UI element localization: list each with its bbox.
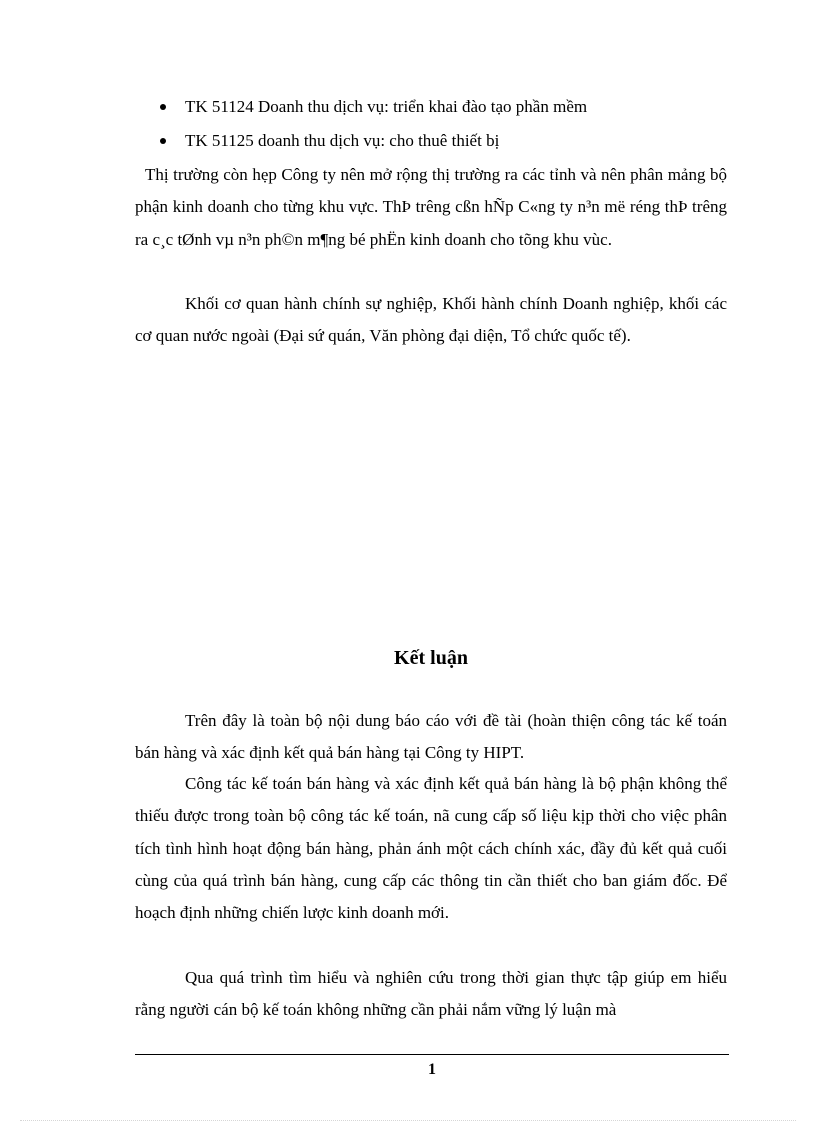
footer-divider <box>135 1054 729 1055</box>
bullet-dot-icon <box>160 104 166 110</box>
account-bullet-list <box>158 96 738 164</box>
segments-paragraph: Khối cơ quan hành chính sự nghiệp, Khối hành chính Doanh nghiệp, khối các cơ quan nước ngoài (Đại sứ quán, Văn phòng đại diện, Tổ chức quốc tế). <box>135 294 727 346</box>
page-edge-divider <box>20 1120 796 1121</box>
bullet-dot-icon <box>160 138 166 144</box>
page-number: 1 <box>428 1061 436 1078</box>
bullet-item <box>158 96 738 130</box>
bullet-text: TK 51124 Doanh thu dịch vụ: triển khai đào tạo phần mềm <box>185 97 588 116</box>
conclusion-paragraph: Qua quá trình tìm hiểu và nghiên cứu trong thời gian thực tập giúp em hiểu rằng người cán bộ kế toán không những cần phải nắm vững lý luận mà <box>135 968 727 1020</box>
conclusion-paragraph: Công tác kế toán bán hàng và xác định kết quả bán hàng là bộ phận không thể thiếu được trong toàn bộ công tác kế toán, nã cung cấp số liệu kịp thời cho việc phân tích tình hình hoạt động bán hàng, phản ánh một cách chính xác, đầy đủ kết quả cuối cùng của quá trình bán hàng, cung cấp các thông tin cần thiết cho ban giám đốc. Để hoạch định những chiến lược kinh doanh mới. <box>135 774 727 923</box>
conclusion-paragraph: Trên đây là toàn bộ nội dung báo cáo với đề tài (hoàn thiện công tác kế toán bán hàng và xác định kết quả bán hàng tại Công ty HIPT. <box>135 711 727 763</box>
bullet-text: TK 51125 doanh thu dịch vụ: cho thuê thiết bị <box>185 131 500 150</box>
conclusion-title: Kết luận <box>394 647 468 669</box>
market-paragraph: Thị trường còn hẹp Công ty nên mở rộng thị trường ra các tỉnh và nên phân mảng bộ phận kinh doanh cho từng khu vực. ThÞ trêng cßn hÑp C«ng ty n³n më réng thÞ trêng ra c¸c tØnh vµ n³n ph©n m¶ng bé phËn kinh doanh cho tõng khu vùc. <box>135 165 727 249</box>
